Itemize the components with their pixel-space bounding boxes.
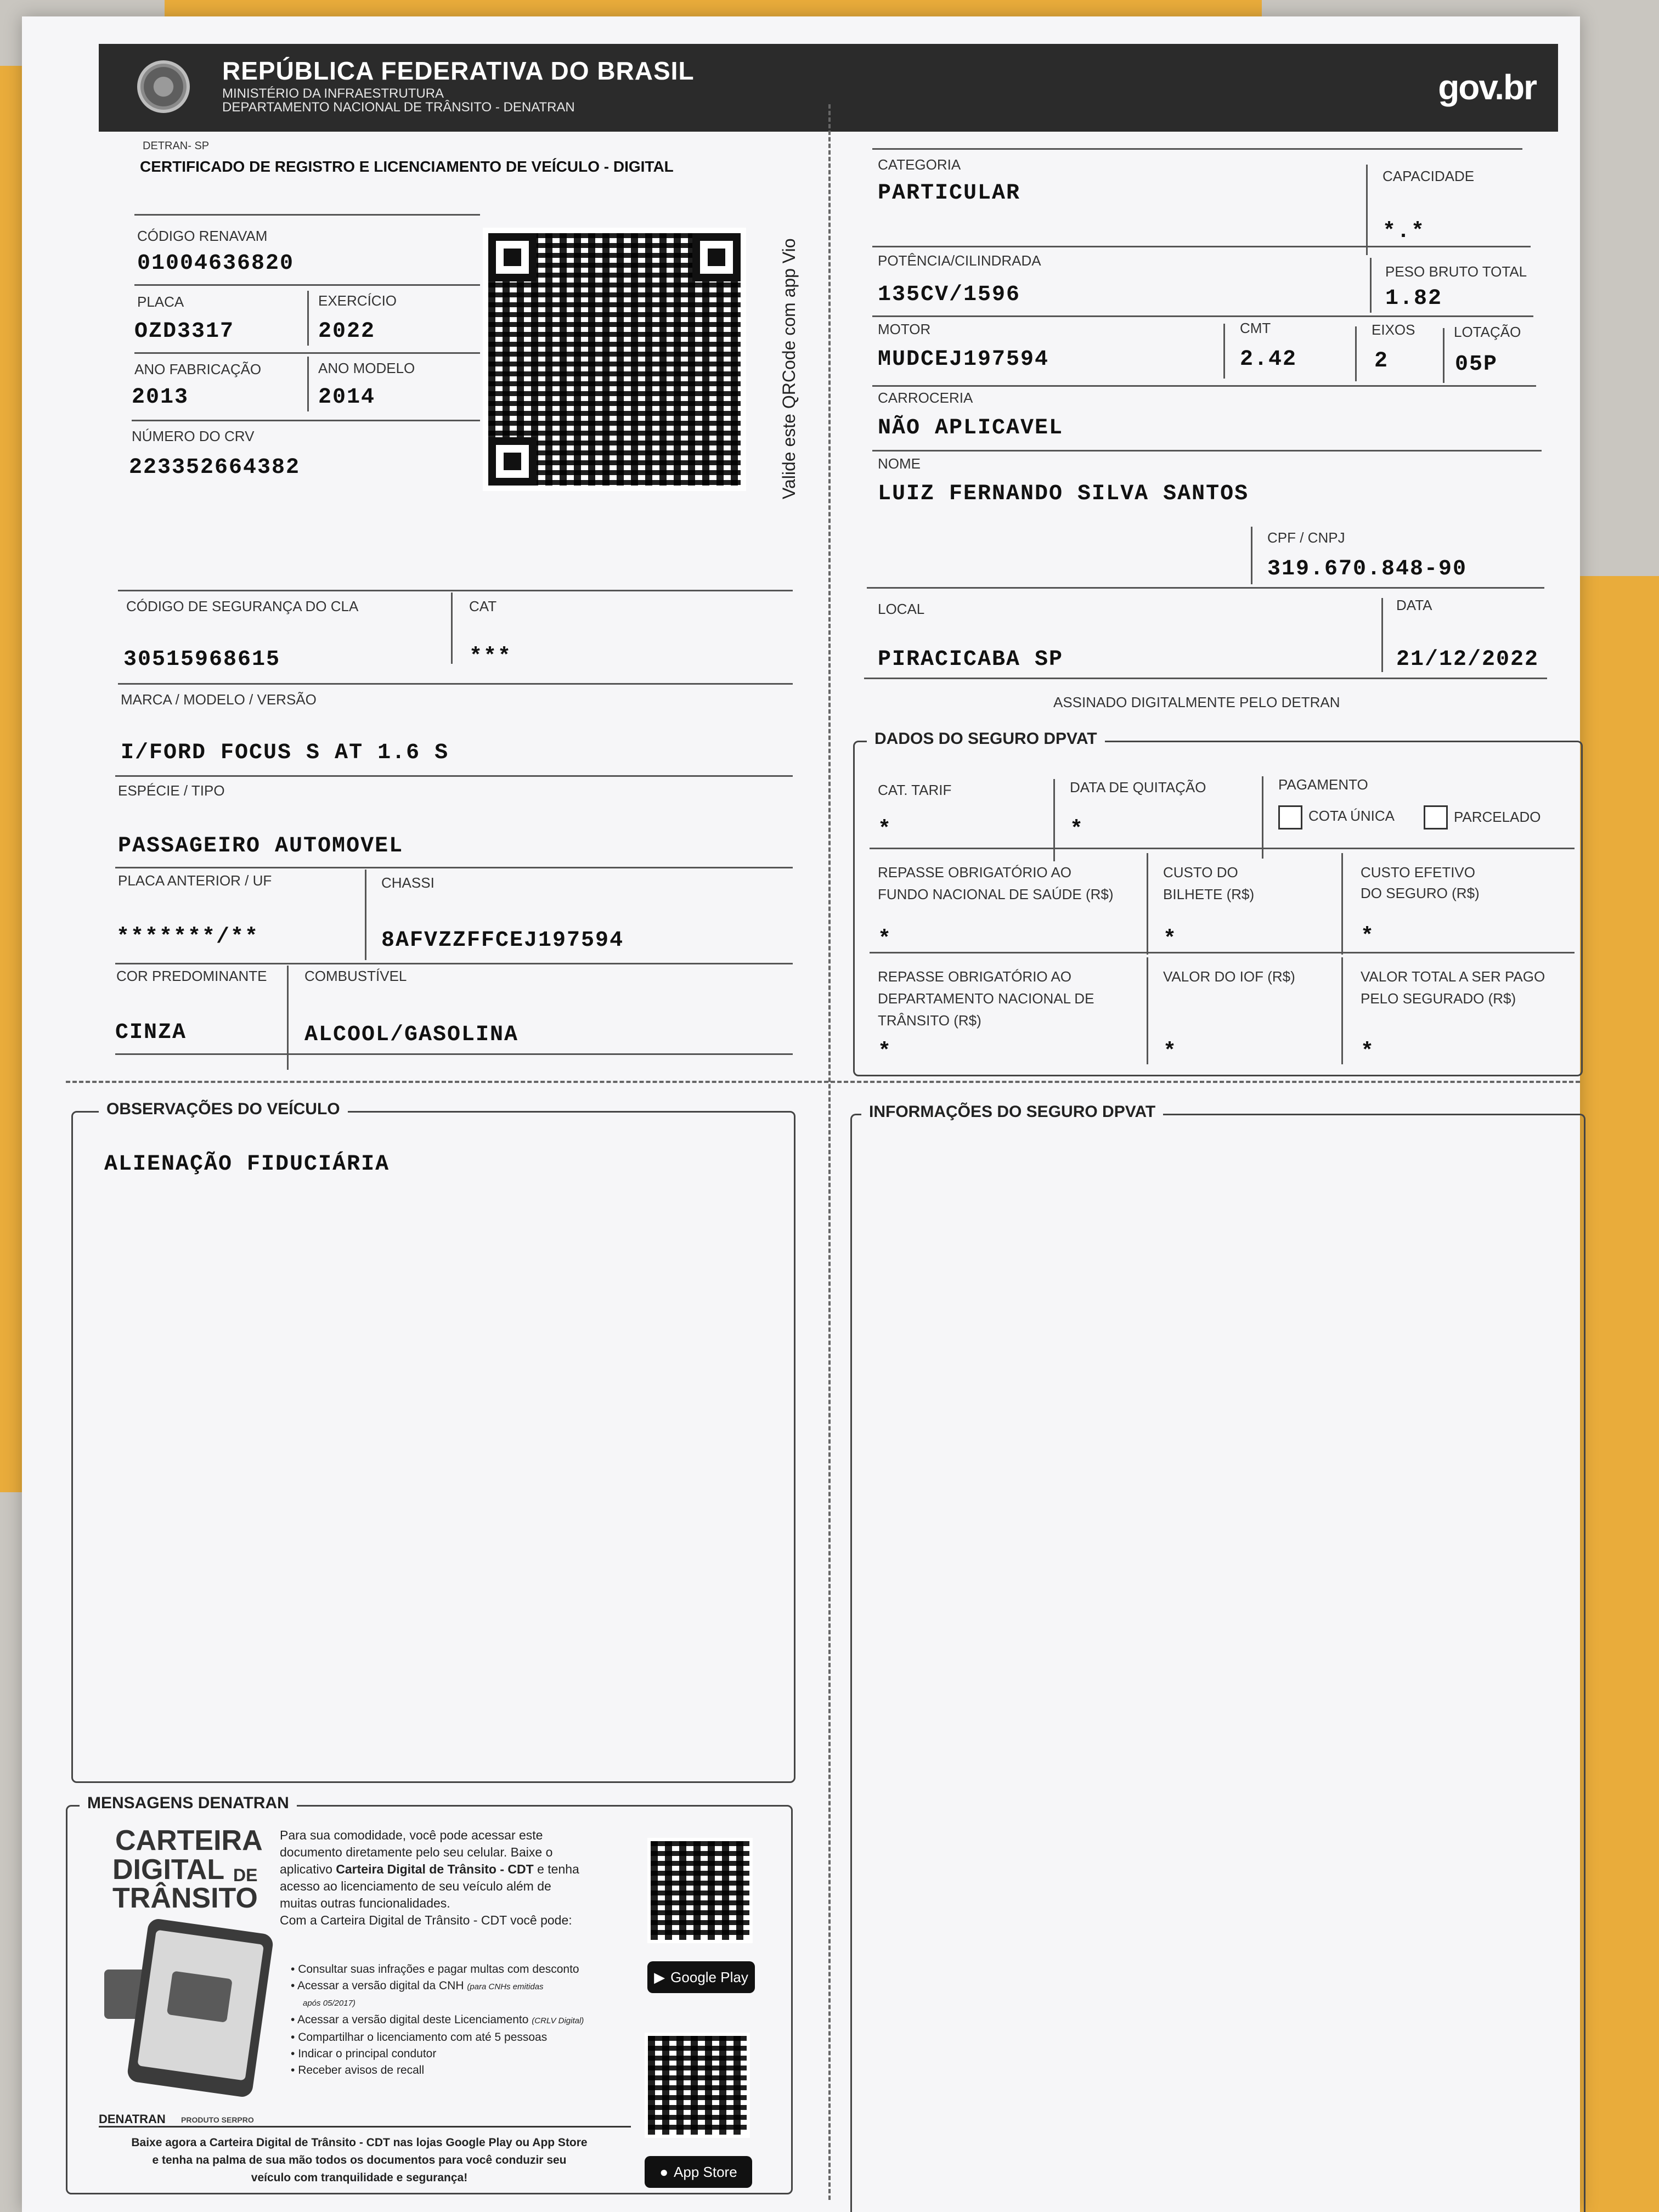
app-store-badge[interactable]: ● App Store	[645, 2156, 752, 2188]
dpvat-title: DADOS DO SEGURO DPVAT	[867, 730, 1105, 748]
observacoes-value: ALIENAÇÃO FIDUCIÁRIA	[104, 1152, 390, 1177]
nome-value: LUIZ FERNANDO SILVA SANTOS	[878, 482, 1249, 506]
marca-label: MARCA / MODELO / VERSÃO	[121, 691, 317, 708]
crv-value: 223352664382	[129, 455, 301, 480]
pagamento-label: PAGAMENTO	[1278, 776, 1368, 793]
seguranca-value: 30515968615	[123, 647, 281, 672]
coat-of-arms-icon	[137, 60, 190, 113]
motor-label: MOTOR	[878, 321, 931, 337]
list-item: • Acessar a versão digital da CNH (para CNHs emitidas	[291, 1979, 544, 1992]
crlv-document: REPÚBLICA FEDERATIVA DO BRASIL MINISTÉRIO DA INFRAESTRUTURA DEPARTAMENTO NACIONAL DE TRÂNSITO - DENATRAN gov.br DETRAN- SP CERTIFICADO DE REGISTRO E LICENCIAMENTO DE VEÍCULO - DIGITAL CÓDIGO RENAVAM 01004636820 PLACA OZD3317 EXERCÍCIO 2022 ANO FABRICAÇÃO 2013 ANO MODELO 2014 NÚMERO DO CRV 223352664382 Valide este QRCode com app Vio CÓDIGO DE SEGURANÇA DO CLA 30515968615 CAT *** MARCA / MODELO / VERSÃO I/FORD FOCUS S AT 1.6 S ESPÉCIE / TIPO PASSAGEIRO AUTOMOVEL PLACA ANTERIOR / UF *******/** CHASSI 8AFVZZFFCEJ197594 COR PREDOMINANTE CINZA COMBUSTÍVEL ALCOOL/GASOLINA CATEGORIA PARTICULAR CAPACIDADE *.* POTÊNCIA/CILINDRADA 135CV/1596 PESO BRUTO TOTAL 1.82 MOTOR MUDCEJ197594 CMT 2.42 EIXOS 2 LOTAÇÃO 05P CARROCERIA NÃO APLICAVEL NOME LUIZ FERNANDO SILVA SANTOS CPF / CNPJ 319.670.848-90 LOCAL PIRACICABA SP DATA 21/12/2022 ASSINADO DIGITALMENTE PELO DETRAN DADOS DO SEGURO DPVAT CAT. TARIF * DATA DE QUITAÇÃO * PAGAMENTO COTA ÚNICA PARCELADO REPASSE OBRIGATÓRIO AO FUNDO NACIONAL DE SAÚDE (R$) * CUSTO DO BILHETE (R$) * CUSTO EFETIVO DO SEGURO (R$) * REPASSE OBRIGATÓRIO AO DEPARTAMENTO NACIONAL DE TRÂNSITO (R$) * VALOR DO IOF (R$) * VALOR TOTAL A SER PAGO PELO SEGURADO (R$) * OBSERVAÇÕES DO VEÍCULO ALIENAÇÃO FIDUCIÁRIA INFORMAÇÕES DO SEGURO DPVAT MENSAGENS DENATRAN CARTEIRA DIGITAL DE TRÂNSITO DENATRAN PRODUTO SERPRO Para sua comodidade, você pode acessar este documento diretamente pelo seu celular. Baixe o aplicativo Carteira Digital de Trânsito - CDT e tenha acesso ao licenciamento de seu veículo além de muitas outras funcionalidades. Com a Carteira Digital de Trânsito - CDT você pode: • Consultar suas infrações e pagar multas com desconto • Acessar a versão digital da CNH (para CNHs emitidas após 05/2017) • Acessar a versão digital deste Licenciamento (CRLV Digital) • Compartilhar o licenciamento com até 5 pessoas • Indicar o principal condutor • Receber avisos de recall ▶ Google Play ● App Store Baixe agora a Carteira Digital de Trânsito - CDT nas lojas Google Play ou App Store e tenha na palma de sua mão todos os documentos para você conduzir seu veículo com tranquilidade e segurança!	[22, 16, 1580, 2212]
repasse-fns-label: REPASSE OBRIGATÓRIO AO	[878, 864, 1072, 881]
repasse-dnt-value: *	[878, 1040, 893, 1064]
custo-efetivo-label: DO SEGURO (R$)	[1361, 885, 1480, 901]
list-item: • Consultar suas infrações e pagar multas com desconto	[291, 1963, 579, 1976]
peso-value: 1.82	[1385, 286, 1443, 311]
cpf-label: CPF / CNPJ	[1267, 529, 1345, 546]
custo-efetivo-value: *	[1361, 924, 1375, 949]
data-value: 21/12/2022	[1396, 647, 1539, 672]
lotacao-label: LOTAÇÃO	[1454, 324, 1521, 340]
placa-label: PLACA	[137, 294, 184, 310]
capacidade-label: CAPACIDADE	[1383, 168, 1475, 184]
ano-modelo-value: 2014	[318, 385, 376, 410]
denatran-logo: DENATRAN	[99, 2112, 166, 2126]
cota-unica-label: COTA ÚNICA	[1308, 808, 1395, 824]
capacidade-value: *.*	[1383, 219, 1426, 244]
cmt-label: CMT	[1240, 320, 1271, 336]
crv-label: NÚMERO DO CRV	[132, 428, 255, 444]
cut-line-vertical	[828, 104, 831, 2200]
quitacao-label: DATA DE QUITAÇÃO	[1070, 779, 1206, 795]
govbr-logo: gov.br	[1438, 67, 1536, 107]
cat-tarif-value: *	[878, 817, 893, 842]
parcelado-label: PARCELADO	[1454, 809, 1541, 825]
cota-unica-checkbox[interactable]	[1278, 805, 1302, 830]
serpro-logo: PRODUTO SERPRO	[181, 2115, 254, 2124]
cdt-footer: Baixe agora a Carteira Digital de Trânsito - CDT nas lojas Google Play ou App Store e tenha na palma de sua mão todos os documentos para você conduzir seu veículo com tranquilidade e segurança!	[131, 2136, 588, 2184]
combustivel-value: ALCOOL/GASOLINA	[304, 1023, 519, 1047]
seguranca-label: CÓDIGO DE SEGURANÇA DO CLA	[126, 598, 359, 614]
custo-bilhete-label: CUSTO DO	[1163, 864, 1238, 881]
valor-total-value: *	[1361, 1040, 1375, 1064]
cor-value: CINZA	[115, 1020, 187, 1045]
placa-value: OZD3317	[134, 319, 235, 344]
apple-icon: ●	[659, 2163, 669, 2180]
cor-label: COR PREDOMINANTE	[116, 968, 267, 984]
mensagens-title: MENSAGENS DENATRAN	[80, 1794, 297, 1813]
validation-qr-code	[483, 228, 746, 491]
list-item: • Compartilhar o licenciamento com até 5 pessoas	[291, 2031, 548, 2044]
parcelado-checkbox[interactable]	[1424, 805, 1448, 830]
combustivel-label: COMBUSTÍVEL	[304, 968, 407, 984]
potencia-label: POTÊNCIA/CILINDRADA	[878, 252, 1041, 269]
list-item: • Indicar o principal condutor	[291, 2047, 437, 2060]
lotacao-value: 05P	[1455, 352, 1498, 377]
cat-tarif-label: CAT. TARIF	[878, 782, 952, 798]
especie-value: PASSAGEIRO AUTOMOVEL	[118, 834, 404, 859]
renavam-value: 01004636820	[137, 251, 295, 276]
marca-value: I/FORD FOCUS S AT 1.6 S	[121, 741, 449, 765]
cpf-value: 319.670.848-90	[1267, 557, 1468, 582]
department-name: DEPARTAMENTO NACIONAL DE TRÂNSITO - DENATRAN	[222, 100, 575, 115]
document-title: CERTIFICADO DE REGISTRO E LICENCIAMENTO DE VEÍCULO - DIGITAL	[140, 158, 674, 175]
google-play-badge[interactable]: ▶ Google Play	[647, 1961, 755, 1993]
repasse-fns-value: *	[878, 927, 893, 952]
custo-efetivo-label: CUSTO EFETIVO	[1361, 864, 1475, 881]
play-icon: ▶	[654, 1968, 665, 1985]
eixos-label: EIXOS	[1372, 321, 1415, 338]
carroceria-value: NÃO APLICAVEL	[878, 416, 1064, 441]
info-dpvat-title: INFORMAÇÕES DO SEGURO DPVAT	[861, 1103, 1163, 1121]
observacoes-title: OBSERVAÇÕES DO VEÍCULO	[99, 1100, 348, 1119]
cat-value: ***	[469, 645, 512, 669]
placa-anterior-value: *******/**	[116, 925, 259, 950]
repasse-dnt-label: REPASSE OBRIGATÓRIO AO	[878, 968, 1072, 985]
placa-anterior-label: PLACA ANTERIOR / UF	[118, 872, 272, 889]
cut-line-horizontal	[66, 1081, 1580, 1083]
list-item: após 05/2017)	[303, 1999, 356, 2008]
cat-label: CAT	[469, 598, 497, 614]
potencia-value: 135CV/1596	[878, 283, 1021, 307]
repasse-fns-label: FUNDO NACIONAL DE SAÚDE (R$)	[878, 886, 1114, 902]
chassi-label: CHASSI	[381, 874, 435, 891]
quitacao-value: *	[1070, 817, 1085, 842]
qr-caption: Valide este QRCode com app Vio	[779, 238, 799, 499]
carroceria-label: CARROCERIA	[878, 390, 973, 406]
info-dpvat-box	[850, 1114, 1585, 2212]
ministry-name: MINISTÉRIO DA INFRAESTRUTURA	[222, 86, 444, 101]
chassi-value: 8AFVZZFFCEJ197594	[381, 928, 624, 953]
cdt-features-list	[291, 1961, 642, 2079]
background-envelope	[1580, 576, 1659, 2212]
ano-modelo-label: ANO MODELO	[318, 360, 415, 376]
valor-total-label: PELO SEGURADO (R$)	[1361, 990, 1516, 1007]
assinado-note: ASSINADO DIGITALMENTE PELO DETRAN	[1053, 694, 1340, 710]
renavam-label: CÓDIGO RENAVAM	[137, 228, 268, 244]
ano-fabricacao-label: ANO FABRICAÇÃO	[134, 361, 262, 377]
phone-icon	[126, 1917, 274, 2098]
exercicio-value: 2022	[318, 319, 376, 344]
list-item: • Acessar a versão digital deste Licenciamento (CRLV Digital)	[291, 2013, 584, 2026]
ano-fabricacao-value: 2013	[132, 385, 189, 410]
motor-value: MUDCEJ197594	[878, 347, 1049, 372]
cdt-description: Para sua comodidade, você pode acessar este documento diretamente pelo seu celular. Baixe o aplicativo Carteira Digital de Trânsito - CDT e tenha acesso ao licenciamento de seu veículo além de muitas outras funcionalidades. Com a Carteira Digital de Trânsito - CDT você pode:	[280, 1828, 579, 1927]
detran-label: DETRAN- SP	[143, 140, 210, 152]
car-icon	[167, 1971, 233, 2023]
categoria-label: CATEGORIA	[878, 156, 961, 173]
iof-label: VALOR DO IOF (R$)	[1163, 968, 1295, 985]
republic-title: REPÚBLICA FEDERATIVA DO BRASIL	[222, 57, 695, 85]
google-play-qr-code	[647, 1838, 753, 1943]
local-value: PIRACICABA SP	[878, 647, 1064, 672]
iof-value: *	[1163, 1040, 1178, 1064]
exercicio-label: EXERCÍCIO	[318, 292, 397, 309]
custo-bilhete-label: BILHETE (R$)	[1163, 886, 1255, 902]
repasse-dnt-label: DEPARTAMENTO NACIONAL DE	[878, 990, 1094, 1007]
data-label: DATA	[1396, 597, 1432, 613]
local-label: LOCAL	[878, 601, 925, 617]
custo-bilhete-value: *	[1163, 927, 1178, 952]
observacoes-box	[71, 1111, 795, 1783]
valor-total-label: VALOR TOTAL A SER PAGO	[1361, 968, 1545, 985]
repasse-dnt-label: TRÂNSITO (R$)	[878, 1012, 981, 1029]
list-item: • Receber avisos de recall	[291, 2064, 425, 2076]
cmt-value: 2.42	[1240, 347, 1297, 372]
especie-label: ESPÉCIE / TIPO	[118, 782, 225, 799]
peso-label: PESO BRUTO TOTAL	[1385, 263, 1527, 280]
app-store-qr-code	[645, 2033, 750, 2138]
categoria-value: PARTICULAR	[878, 181, 1021, 206]
eixos-value: 2	[1374, 349, 1389, 374]
nome-label: NOME	[878, 455, 921, 472]
